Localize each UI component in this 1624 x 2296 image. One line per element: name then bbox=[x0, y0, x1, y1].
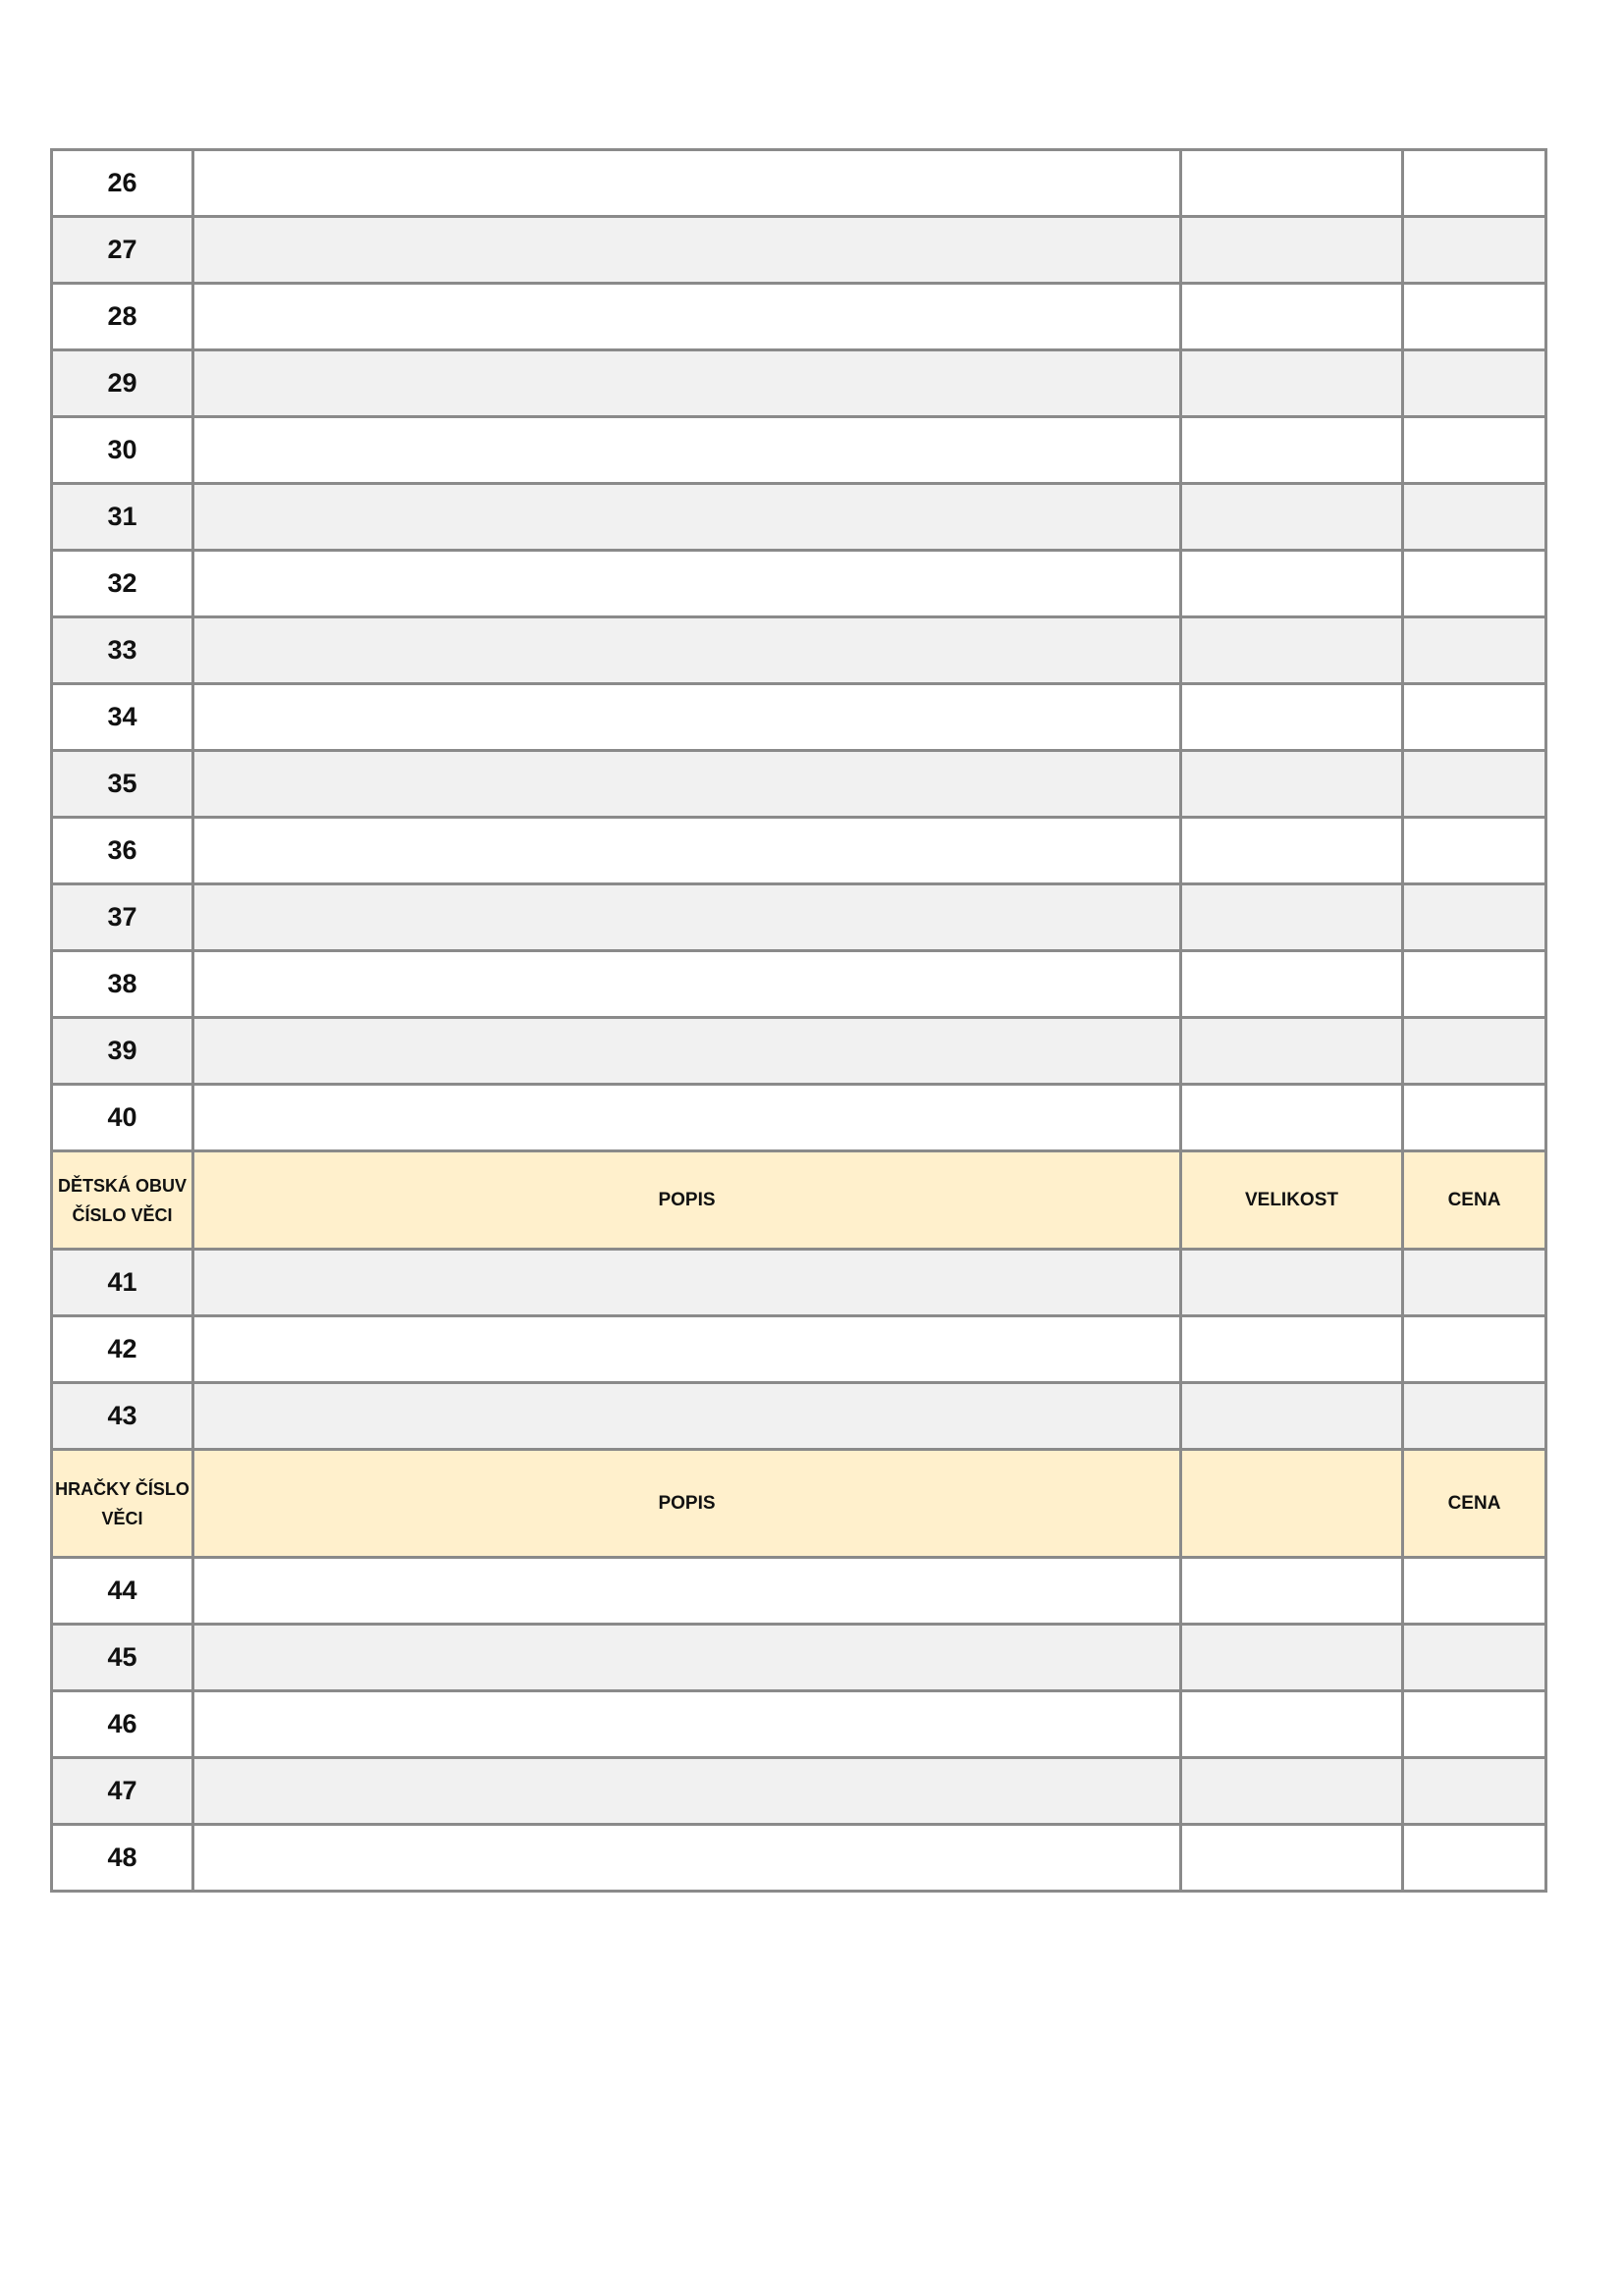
shoes-size-header: VELIKOST bbox=[1181, 1151, 1403, 1250]
price-cell[interactable] bbox=[1403, 1625, 1546, 1691]
item-number: 31 bbox=[52, 484, 193, 551]
size-cell[interactable] bbox=[1181, 1383, 1403, 1450]
item-number: 33 bbox=[52, 617, 193, 684]
table-row bbox=[52, 1691, 1546, 1758]
size-cell[interactable] bbox=[1181, 884, 1403, 951]
size-cell[interactable] bbox=[1181, 1085, 1403, 1151]
item-number: 47 bbox=[52, 1758, 193, 1825]
shoes-description-header: POPIS bbox=[193, 1151, 1181, 1250]
description-cell[interactable] bbox=[193, 617, 1181, 684]
shoes-header-line1: DĚTSKÁ OBUV bbox=[57, 1175, 187, 1196]
price-cell[interactable] bbox=[1403, 1691, 1546, 1758]
table-row bbox=[52, 1316, 1546, 1383]
size-cell[interactable] bbox=[1181, 617, 1403, 684]
price-cell[interactable] bbox=[1403, 1383, 1546, 1450]
size-cell[interactable] bbox=[1181, 818, 1403, 884]
size-cell[interactable] bbox=[1181, 751, 1403, 818]
item-number: 35 bbox=[52, 751, 193, 818]
price-cell[interactable] bbox=[1403, 1758, 1546, 1825]
table-row bbox=[52, 1383, 1546, 1450]
description-cell[interactable] bbox=[193, 884, 1181, 951]
toys-description-header: POPIS bbox=[193, 1450, 1181, 1558]
size-cell[interactable] bbox=[1181, 284, 1403, 350]
description-cell[interactable] bbox=[193, 1383, 1181, 1450]
size-cell[interactable] bbox=[1181, 1558, 1403, 1625]
item-number: 30 bbox=[52, 417, 193, 484]
price-cell[interactable] bbox=[1403, 350, 1546, 417]
shoes-item-number-header bbox=[52, 1151, 193, 1250]
toys-header-line2: VĚCI bbox=[101, 1508, 143, 1528]
size-cell[interactable] bbox=[1181, 951, 1403, 1018]
price-cell[interactable] bbox=[1403, 617, 1546, 684]
price-cell[interactable] bbox=[1403, 1018, 1546, 1085]
table-row bbox=[52, 1018, 1546, 1085]
toys-item-number-header bbox=[52, 1450, 193, 1558]
item-number: 46 bbox=[52, 1691, 193, 1758]
price-cell[interactable] bbox=[1403, 818, 1546, 884]
description-cell[interactable] bbox=[193, 217, 1181, 284]
size-cell[interactable] bbox=[1181, 1758, 1403, 1825]
item-number: 28 bbox=[52, 284, 193, 350]
item-number: 40 bbox=[52, 1085, 193, 1151]
price-cell[interactable] bbox=[1403, 284, 1546, 350]
price-cell[interactable] bbox=[1403, 1316, 1546, 1383]
table-row bbox=[52, 1625, 1546, 1691]
size-cell[interactable] bbox=[1181, 1691, 1403, 1758]
price-cell[interactable] bbox=[1403, 684, 1546, 751]
item-number: 45 bbox=[52, 1625, 193, 1691]
description-cell[interactable] bbox=[193, 1085, 1181, 1151]
table-row bbox=[52, 684, 1546, 751]
description-cell[interactable] bbox=[193, 1558, 1181, 1625]
item-number: 41 bbox=[52, 1250, 193, 1316]
size-cell[interactable] bbox=[1181, 217, 1403, 284]
table-row bbox=[52, 484, 1546, 551]
table-row bbox=[52, 350, 1546, 417]
shoes-section-header bbox=[52, 1151, 1546, 1250]
toys-section-header bbox=[52, 1450, 1546, 1558]
size-cell[interactable] bbox=[1181, 1018, 1403, 1085]
price-cell[interactable] bbox=[1403, 1250, 1546, 1316]
description-cell[interactable] bbox=[193, 150, 1181, 217]
inventory-table bbox=[50, 148, 1547, 1893]
item-number: 36 bbox=[52, 818, 193, 884]
price-cell[interactable] bbox=[1403, 484, 1546, 551]
price-cell[interactable] bbox=[1403, 951, 1546, 1018]
price-cell[interactable] bbox=[1403, 150, 1546, 217]
description-cell[interactable] bbox=[193, 1758, 1181, 1825]
description-cell[interactable] bbox=[193, 350, 1181, 417]
price-cell[interactable] bbox=[1403, 417, 1546, 484]
table-row bbox=[52, 1085, 1546, 1151]
toys-price-header: CENA bbox=[1403, 1450, 1546, 1558]
toys-header-line1: HRAČKY ČÍSLO bbox=[55, 1478, 189, 1499]
price-cell[interactable] bbox=[1403, 217, 1546, 284]
item-number: 38 bbox=[52, 951, 193, 1018]
price-cell[interactable] bbox=[1403, 551, 1546, 617]
size-cell[interactable] bbox=[1181, 551, 1403, 617]
table-row bbox=[52, 617, 1546, 684]
description-cell[interactable] bbox=[193, 417, 1181, 484]
item-number: 44 bbox=[52, 1558, 193, 1625]
item-number: 42 bbox=[52, 1316, 193, 1383]
description-cell[interactable] bbox=[193, 551, 1181, 617]
description-cell[interactable] bbox=[193, 1625, 1181, 1691]
table-row bbox=[52, 951, 1546, 1018]
price-cell[interactable] bbox=[1403, 884, 1546, 951]
description-cell[interactable] bbox=[193, 684, 1181, 751]
item-number: 29 bbox=[52, 350, 193, 417]
item-number: 48 bbox=[52, 1825, 193, 1892]
description-cell[interactable] bbox=[193, 284, 1181, 350]
size-cell[interactable] bbox=[1181, 1625, 1403, 1691]
size-cell[interactable] bbox=[1181, 350, 1403, 417]
description-cell[interactable] bbox=[193, 751, 1181, 818]
table-row bbox=[52, 150, 1546, 217]
item-number: 32 bbox=[52, 551, 193, 617]
item-number: 43 bbox=[52, 1383, 193, 1450]
price-cell[interactable] bbox=[1403, 1825, 1546, 1892]
table-row bbox=[52, 884, 1546, 951]
table-row bbox=[52, 284, 1546, 350]
shoes-header-line2: ČÍSLO VĚCI bbox=[72, 1204, 173, 1225]
item-number: 39 bbox=[52, 1018, 193, 1085]
table-row bbox=[52, 751, 1546, 818]
item-number: 27 bbox=[52, 217, 193, 284]
description-cell[interactable] bbox=[193, 818, 1181, 884]
price-cell[interactable] bbox=[1403, 751, 1546, 818]
price-cell[interactable] bbox=[1403, 1085, 1546, 1151]
description-cell[interactable] bbox=[193, 1018, 1181, 1085]
table-row bbox=[52, 1558, 1546, 1625]
description-cell[interactable] bbox=[193, 1316, 1181, 1383]
item-number: 37 bbox=[52, 884, 193, 951]
price-cell[interactable] bbox=[1403, 1558, 1546, 1625]
toys-size-header bbox=[1181, 1450, 1403, 1558]
size-cell[interactable] bbox=[1181, 1825, 1403, 1892]
inventory-table-body bbox=[52, 150, 1546, 1892]
size-cell[interactable] bbox=[1181, 484, 1403, 551]
table-row bbox=[52, 818, 1546, 884]
description-cell[interactable] bbox=[193, 951, 1181, 1018]
size-cell[interactable] bbox=[1181, 684, 1403, 751]
description-cell[interactable] bbox=[193, 484, 1181, 551]
table-row bbox=[52, 1250, 1546, 1316]
description-cell[interactable] bbox=[193, 1691, 1181, 1758]
item-number: 26 bbox=[52, 150, 193, 217]
size-cell[interactable] bbox=[1181, 1316, 1403, 1383]
description-cell[interactable] bbox=[193, 1825, 1181, 1892]
table-row bbox=[52, 1758, 1546, 1825]
table-row bbox=[52, 417, 1546, 484]
table-row bbox=[52, 551, 1546, 617]
size-cell[interactable] bbox=[1181, 417, 1403, 484]
table-row bbox=[52, 1825, 1546, 1892]
description-cell[interactable] bbox=[193, 1250, 1181, 1316]
shoes-price-header: CENA bbox=[1403, 1151, 1546, 1250]
size-cell[interactable] bbox=[1181, 1250, 1403, 1316]
table-row bbox=[52, 217, 1546, 284]
item-number: 34 bbox=[52, 684, 193, 751]
size-cell[interactable] bbox=[1181, 150, 1403, 217]
